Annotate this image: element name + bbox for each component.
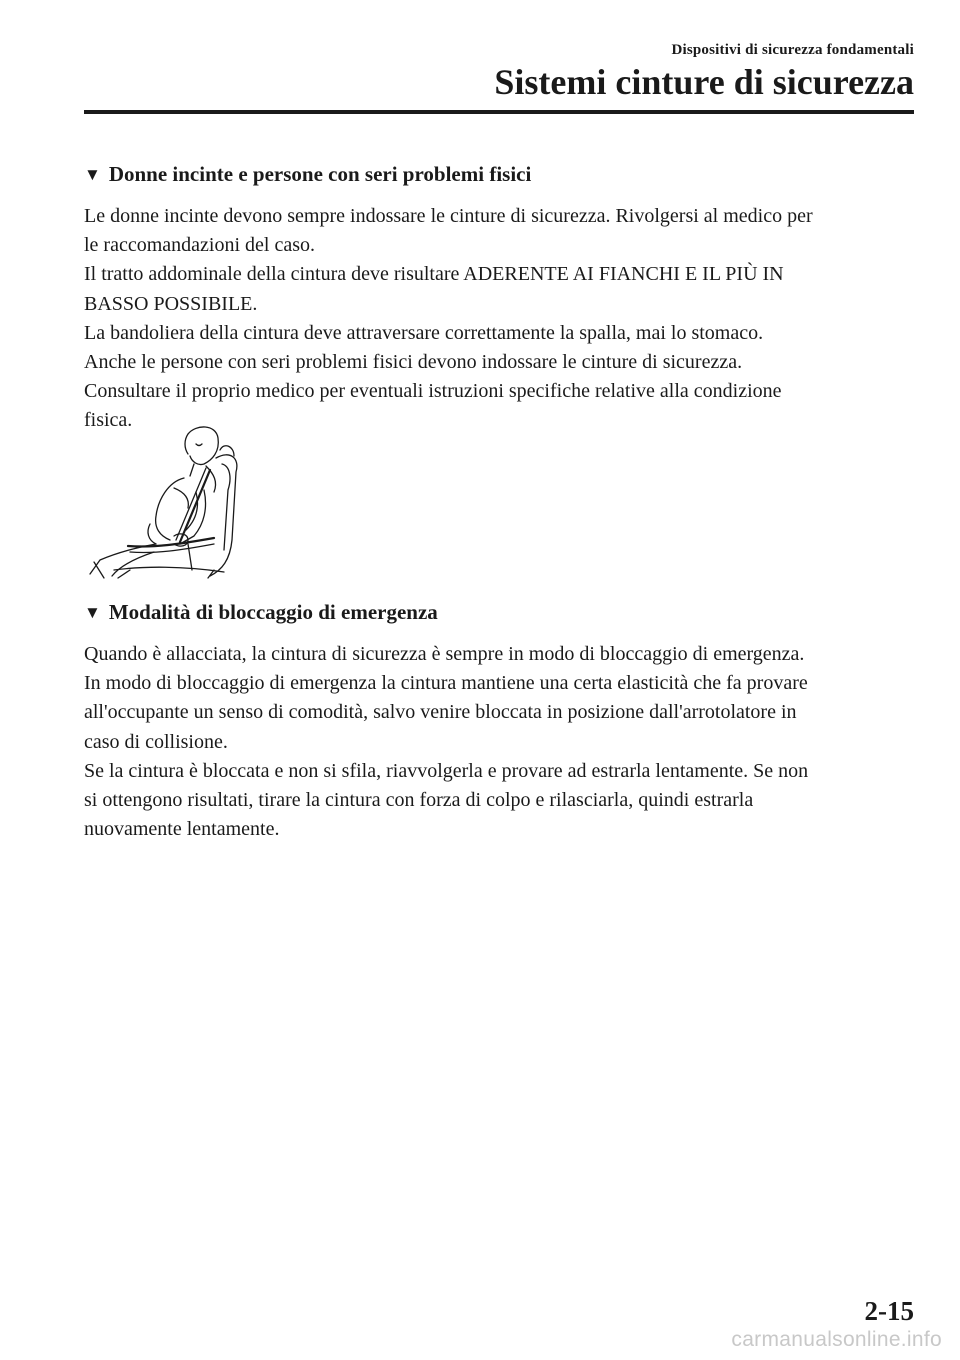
section-heading-emergency-locking: ▼ Modalità di bloccaggio di emergenza [84, 598, 438, 628]
text-line: Le donne incinte devono sempre indossare le cinture di sicurezza. Rivolgersi al medico per [84, 205, 813, 227]
triangle-down-icon: ▼ [84, 165, 101, 184]
triangle-down-icon: ▼ [84, 603, 101, 622]
text-line: Quando è allacciata, la cintura di sicurezza è sempre in modo di bloccaggio di emergenza. [84, 643, 805, 665]
text-line: Consultare il proprio medico per eventuali istruzioni specifiche relative alla condizione [84, 380, 782, 403]
section-body-pregnant-women [84, 202, 904, 436]
watermark: carmanualsonline.info [731, 1328, 942, 1351]
header-rule [84, 110, 914, 114]
text-line: La bandoliera della cintura deve attraversare correttamente la spalla, mai lo stomaco. [84, 321, 764, 344]
pregnant-woman-seatbelt-illustration [84, 420, 254, 582]
text-line: caso di collisione. [84, 730, 228, 753]
section-body-emergency-locking [84, 640, 904, 844]
page-number: 2-15 [864, 1296, 914, 1326]
running-header-chapter: Dispositivi di sicurezza fondamentali [671, 42, 914, 58]
text-line: si ottengono risultati, tirare la cintura con forza di colpo e rilasciarla, quindi estrarla [84, 789, 754, 812]
text-line: In modo di bloccaggio di emergenza la cintura mantiene una certa elasticità che fa provare [84, 672, 808, 695]
text-line: nuovamente lentamente. [84, 818, 280, 841]
text-line: Se la cintura è bloccata e non si sfila, riavvolgerla e provare ad estrarla lentamente. Se non [84, 759, 809, 782]
page-title: Sistemi cinture di sicurezza [494, 62, 914, 102]
section-heading-pregnant-women: ▼ Donne incinte e persone con seri problemi fisici [84, 160, 531, 190]
text-line: le raccomandazioni del caso. [84, 234, 315, 257]
text-line: BASSO POSSIBILE. [84, 292, 258, 315]
text-line: fisica. [84, 409, 133, 432]
text-line: Anche le persone con seri problemi fisici devono indossare le cinture di sicurezza. [84, 351, 743, 374]
text-line: Il tratto addominale della cintura deve risultare ADERENTE AI FIANCHI E IL PIÙ IN [84, 263, 784, 286]
text-line: all'occupante un senso di comodità, salvo venire bloccata in posizione dall'arrotolatore in [84, 701, 797, 724]
